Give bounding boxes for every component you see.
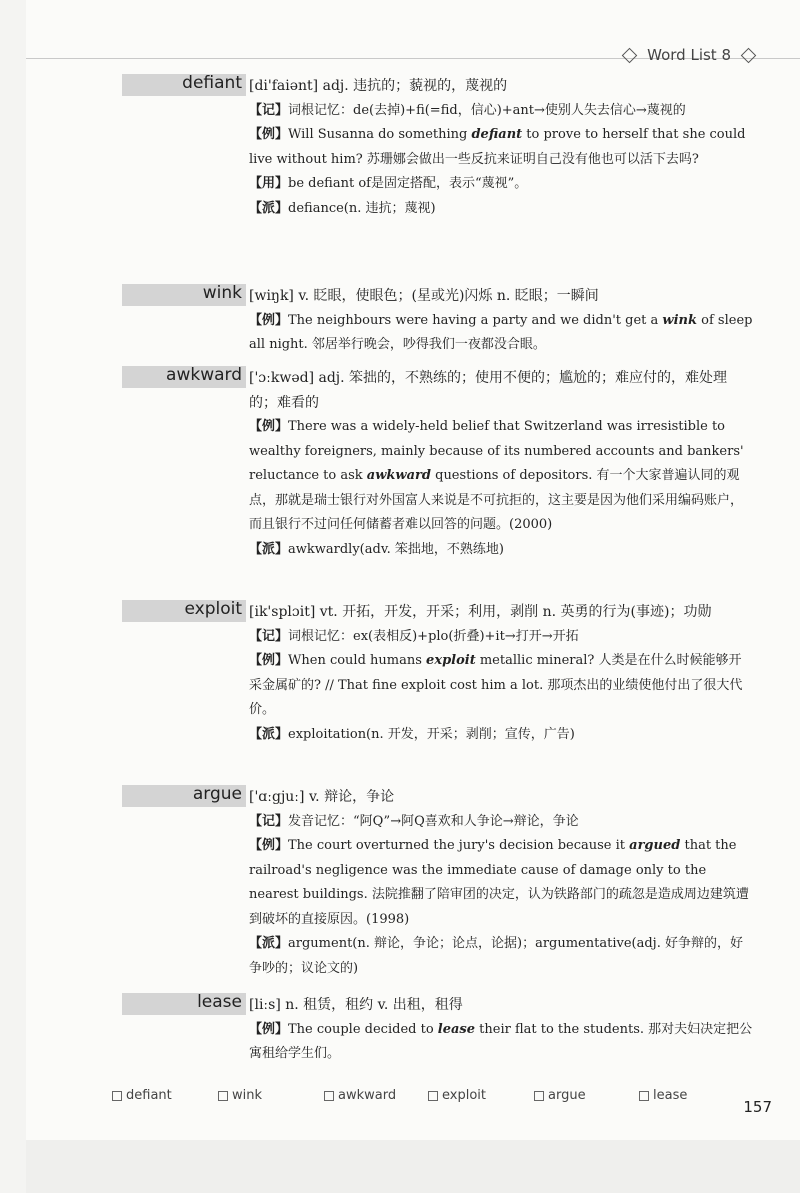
entry-definition: ['ɔːkwəd] adj. 笨拙的，不熟练的；使用不便的；尴尬的；难应付的，难处理的；难看的	[249, 370, 728, 411]
entry-definition: [wiŋk] v. 眨眼，使眼色；(星或光)闪烁 n. 眨眼；一瞬间	[249, 288, 599, 304]
checkbox-icon[interactable]	[112, 1091, 122, 1101]
diamond-icon	[622, 47, 638, 63]
entry-definition: [di'faiənt] adj. 违抗的；藐视的，蔑视的	[249, 78, 508, 94]
checklist-item[interactable]: exploit	[428, 1088, 486, 1103]
word-list-header	[620, 46, 758, 64]
page-bottom-edge	[26, 1140, 800, 1193]
checklist-item[interactable]: argue	[534, 1088, 586, 1103]
entry-definition: ['ɑːgjuː] v. 辩论，争论	[249, 789, 395, 805]
derivative: 【派】argument(n. 辩论，争论；论点，论据)；argumentative(adj. 好争辩的，好争吵的；议论文的)	[249, 936, 743, 976]
entry-body	[249, 785, 754, 981]
headword: defiant	[182, 73, 242, 93]
memory-note: 【记】词根记忆：ex(表相反)+plo(折叠)+it→打开→开拓	[249, 628, 579, 644]
derivative: 【派】defiance(n. 违抗；蔑视)	[249, 200, 436, 216]
checkbox-icon[interactable]	[324, 1091, 334, 1101]
usage-note: 【用】be defiant of是固定搭配，表示“蔑视”。	[249, 176, 528, 191]
entry-body	[249, 366, 754, 562]
example: 【例】The couple decided to lease their flat to the students. 那对夫妇决定把公寓租给学生们。	[249, 1021, 753, 1061]
example: 【例】The neighbours were having a party and we didn't get a wink of sleep all night. 邻居举行晚会，吵得我们一夜都没合眼。	[249, 312, 753, 352]
example: 【例】Will Susanna do something defiant to prove to herself that she could live without him? 苏珊娜会做出一些反抗来证明自己没有他也可以活下去吗?	[249, 127, 746, 167]
example: 【例】When could humans exploit metallic mineral? 人类是在什么时候能够开采金属矿的? // That fine exploit cost him a lot. 那项杰出的业绩使他付出了很大代价。	[249, 653, 743, 717]
headword: lease	[197, 992, 242, 1012]
derivative: 【派】exploitation(n. 开发，开采；剥削；宣传，广告)	[249, 726, 575, 742]
example: 【例】There was a widely-held belief that Switzerland was irresistible to wealthy foreigners, mainly because of its numbered accounts and bankers' reluctance to ask awkward questions of depositors. 有一个大家普遍认同的观点，那就是瑞士银行对外国富人来说是不可抗拒的，这主要是因为他们采用编码账户，而且银行不过问任何储蓄者难以回答的问题。(2000)	[249, 419, 744, 532]
page-number: 157	[743, 1098, 772, 1116]
checkbox-icon[interactable]	[534, 1091, 544, 1101]
headword: exploit	[184, 599, 242, 619]
checkbox-icon[interactable]	[428, 1091, 438, 1101]
checklist-item[interactable]: defiant	[112, 1088, 172, 1103]
entry-body	[249, 284, 754, 358]
entry-definition: [liːs] n. 租赁，租约 v. 出租，租得	[249, 997, 463, 1013]
checklist-item[interactable]: awkward	[324, 1088, 396, 1103]
entry-body	[249, 600, 754, 747]
entry-body	[249, 993, 754, 1067]
word-list-title: Word List 8	[647, 46, 731, 64]
checkbox-icon[interactable]	[218, 1091, 228, 1101]
checklist-item[interactable]: wink	[218, 1088, 262, 1103]
checkbox-icon[interactable]	[639, 1091, 649, 1101]
memory-note: 【记】发音记忆：“阿Q”→阿Q喜欢和人争论→辩论，争论	[249, 813, 579, 829]
entry-definition: [ik'splɔit] vt. 开拓，开发，开采；利用，剥削 n. 英勇的行为(事迹)；功勋	[249, 604, 712, 620]
derivative: 【派】awkwardly(adv. 笨拙地，不熟练地)	[249, 541, 504, 557]
headword: wink	[202, 283, 242, 303]
example: 【例】The court overturned the jury's decision because it argued that the railroad's negligence was the immediate cause of damage only to the nearest buildings. 法院推翻了陪审团的决定，认为铁路部门的疏忽是造成周边建筑遭到破坏的直接原因。(1998)	[249, 838, 749, 927]
entry-body	[249, 74, 754, 221]
diamond-icon	[741, 47, 757, 63]
memory-note: 【记】词根记忆：de(去掉)+fi(=fid，信心)+ant→使别人失去信心→蔑视的	[249, 102, 686, 118]
checklist-item[interactable]: lease	[639, 1088, 687, 1103]
headword: awkward	[166, 365, 242, 385]
headword: argue	[192, 784, 242, 804]
